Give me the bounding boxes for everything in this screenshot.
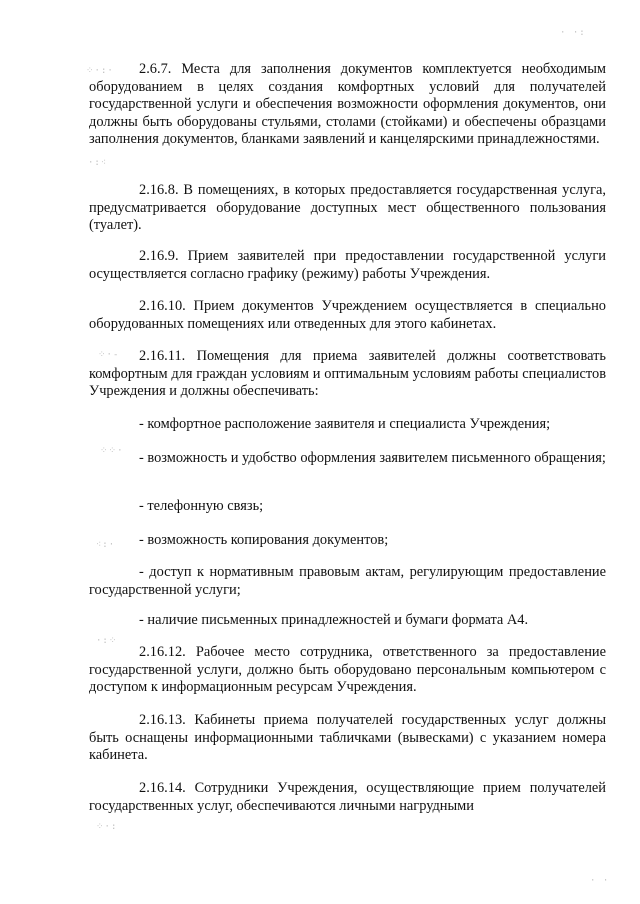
list-item: - возможность и удобство оформления заявителем письменного обращения; [139, 450, 606, 466]
paragraph-2-16-13: 2.16.13. Кабинеты приема получателей государственных услуг должны быть оснащены информационными табличками (вывесками) с указанием номера кабинета. [89, 712, 606, 764]
list-item: - доступ к нормативным правовым актам, регулирующим предоставление государственной услуги; [89, 564, 606, 598]
scan-noise: ⁘⁘· [100, 446, 124, 456]
paragraph-2-16-10: 2.16.10. Прием документов Учреждением осуществляется в специально оборудованных помещениях или отведенных для этого кабинетах. [89, 298, 606, 332]
paragraph-2-16-9: 2.16.9. Прием заявителей при предоставлении государственной услуги осуществляется согласно графику (режиму) работы Учреждения. [89, 248, 606, 282]
list-item: - комфортное расположение заявителя и специалиста Учреждения; [139, 416, 551, 432]
scan-noise: · ·: [560, 28, 586, 38]
scan-noise: ·:⁘ [96, 636, 118, 646]
list-item: - наличие письменных принадлежностей и бумаги формата А4. [139, 612, 529, 628]
list-item: - телефонную связь; [139, 498, 264, 514]
scan-noise: ⁘·: [96, 822, 118, 832]
paragraph-2-16-11: 2.16.11. Помещения для приема заявителей должны соответствовать комфортным для граждан условиям и оптимальным условиям работы специалистов Учреждения и должны обеспечивать: [89, 348, 606, 400]
paragraph-2-6-7: 2.6.7. Места для заполнения документов комплектуется необходимым оборудованием в целях создания комфортных условий для получателей государственной услуги и обеспечения возможности оформления документов, они должны быть оборудованы стульями, столами (стойками) и обеспечены образцами заполнения документов, бланками заявлений и канцелярскими принадлежностями. [89, 61, 606, 148]
scan-noise: ⁖:· [96, 540, 116, 550]
paragraph-2-16-12: 2.16.12. Рабочее место сотрудника, ответственного за предоставление государственной услуги, должно быть оборудовано персональным компьютером с доступом к информационным ресурсам Учреждения. [89, 644, 606, 696]
scan-noise: ⁘·:· [86, 66, 114, 76]
scan-noise: ⁘·- [98, 350, 120, 360]
scan-noise: ·:⁖ [88, 158, 108, 168]
list-item: - возможность копирования документов; [139, 532, 389, 548]
paragraph-2-16-8: 2.16.8. В помещениях, в которых предоставляется государственная услуга, предусматривается оборудование доступных мест общественного пользования (туалет). [89, 182, 606, 234]
paragraph-2-16-14: 2.16.14. Сотрудники Учреждения, осуществляющие прием получателей государственных услуг, обеспечиваются личными нагрудными [89, 780, 606, 814]
scan-noise: · · [590, 876, 610, 886]
